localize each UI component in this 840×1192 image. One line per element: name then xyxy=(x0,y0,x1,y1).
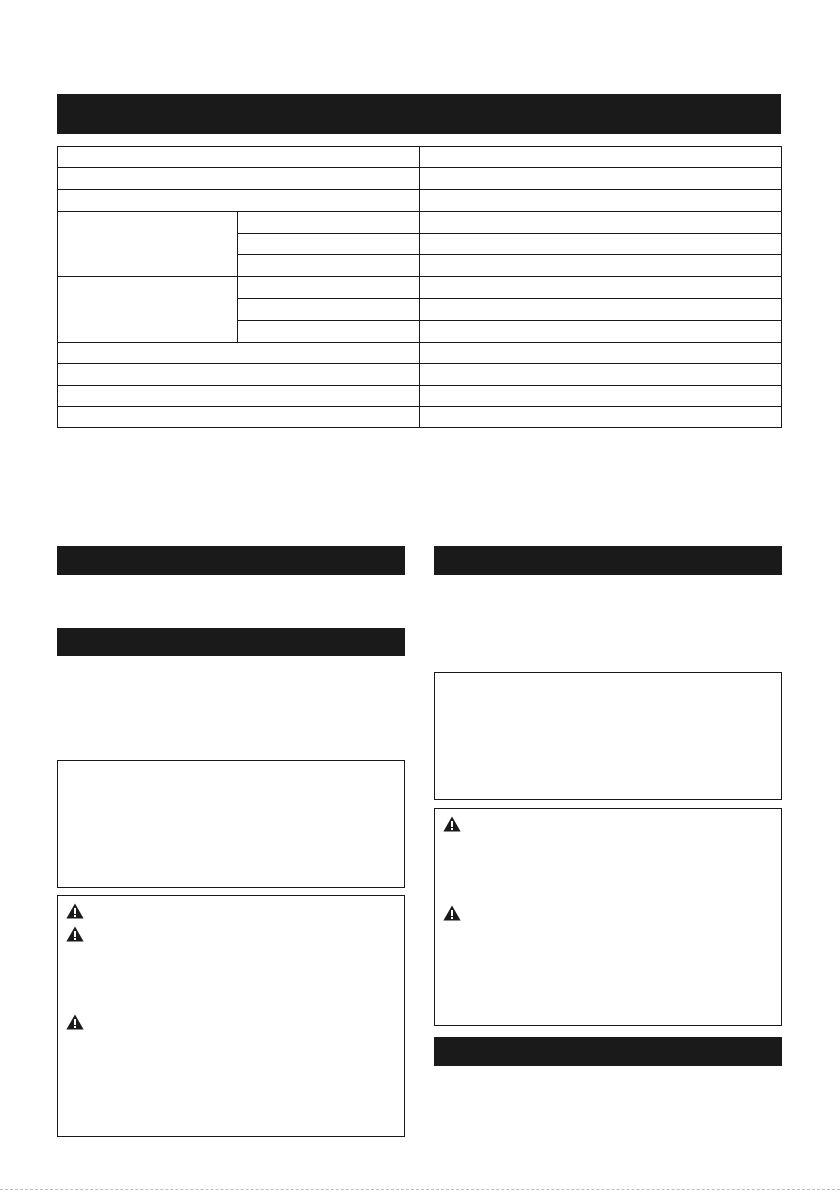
table-row-line xyxy=(57,189,782,190)
right-warning-box xyxy=(434,808,782,1026)
right-note-box xyxy=(434,672,782,800)
left-warning-box xyxy=(57,895,405,1137)
table-row-line xyxy=(237,233,782,234)
left-section-bar-2 xyxy=(57,628,405,656)
warning-triangle-icon xyxy=(66,926,84,942)
warning-triangle-icon xyxy=(443,905,461,921)
table-row-line xyxy=(57,167,782,168)
table-row-line xyxy=(237,254,782,255)
warning-triangle-icon xyxy=(66,903,84,919)
warning-triangle-icon xyxy=(66,1014,84,1030)
table-row-line xyxy=(57,385,782,386)
spec-table-subdivider-1 xyxy=(237,211,238,276)
left-section-bar-1 xyxy=(57,546,405,575)
table-row-line xyxy=(57,276,782,277)
right-section-bar-1 xyxy=(434,546,782,575)
header-bar xyxy=(57,94,781,134)
warning-triangle-icon xyxy=(443,816,461,832)
table-row-line xyxy=(237,320,782,321)
right-section-bar-2 xyxy=(434,1037,782,1066)
table-row-line xyxy=(57,363,782,364)
table-row-line xyxy=(57,342,782,343)
left-note-box xyxy=(57,760,405,888)
table-row-line xyxy=(57,406,782,407)
page-bottom-rule xyxy=(0,1189,840,1191)
table-row-line xyxy=(57,211,782,212)
table-row-line xyxy=(237,298,782,299)
spec-table-subdivider-2 xyxy=(237,276,238,342)
